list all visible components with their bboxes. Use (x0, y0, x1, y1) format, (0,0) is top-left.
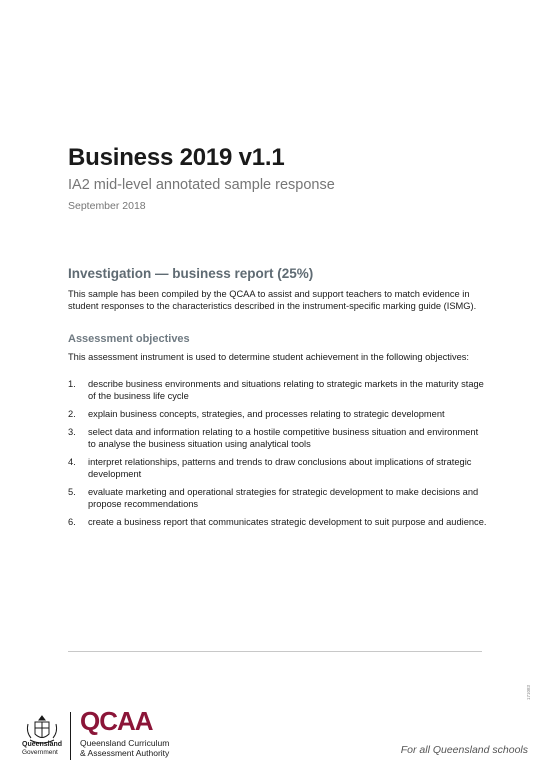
section-intro: This sample has been compiled by the QCAA to assist and support teachers to match evidence in student responses to the characteristics described in the instrument-specific marking guide (ISMG). (68, 289, 477, 311)
document-title: Business 2019 v1.1 (68, 144, 285, 171)
document-date: September 2018 (68, 200, 146, 212)
objectives-list (68, 378, 488, 534)
qcaa-logo: QCAA (80, 706, 153, 736)
document-reference: 171083 (526, 684, 531, 700)
footer-divider (70, 712, 71, 760)
list-item: 2. explain business concepts, strategies, and processes relating to strategic development (68, 409, 445, 419)
list-item: 5. evaluate marketing and operational strategies for strategic development to make decisions and propose recommendations (68, 487, 479, 509)
qcaa-authority-name: Queensland Curriculum & Assessment Authority (80, 738, 170, 758)
objectives-intro: This assessment instrument is used to determine student achievement in the following objectives: (68, 352, 470, 362)
government-wordmark: Government (22, 749, 58, 756)
list-item: 6. create a business report that communicates strategic development to suit purpose and audience. (68, 517, 487, 527)
list-item: 3. select data and information relating to a hostile competitive business situation and environment to analyse the business situation using analytical tools (68, 427, 479, 449)
footer-rule (68, 651, 482, 652)
footer-tagline: For all Queensland schools (400, 744, 528, 756)
list-item: 4. interpret relationships, patterns and trends to draw conclusions about implications of strategic development (68, 457, 472, 479)
list-item: 1. describe business environments and situations relating to strategic markets in the maturity stage of the business life cycle (68, 379, 484, 401)
queensland-wordmark: Queensland (22, 741, 63, 748)
section-heading: Investigation — business report (25%) (68, 266, 314, 281)
objectives-heading: Assessment objectives (68, 333, 190, 345)
document-subtitle: IA2 mid-level annotated sample response (68, 177, 335, 193)
